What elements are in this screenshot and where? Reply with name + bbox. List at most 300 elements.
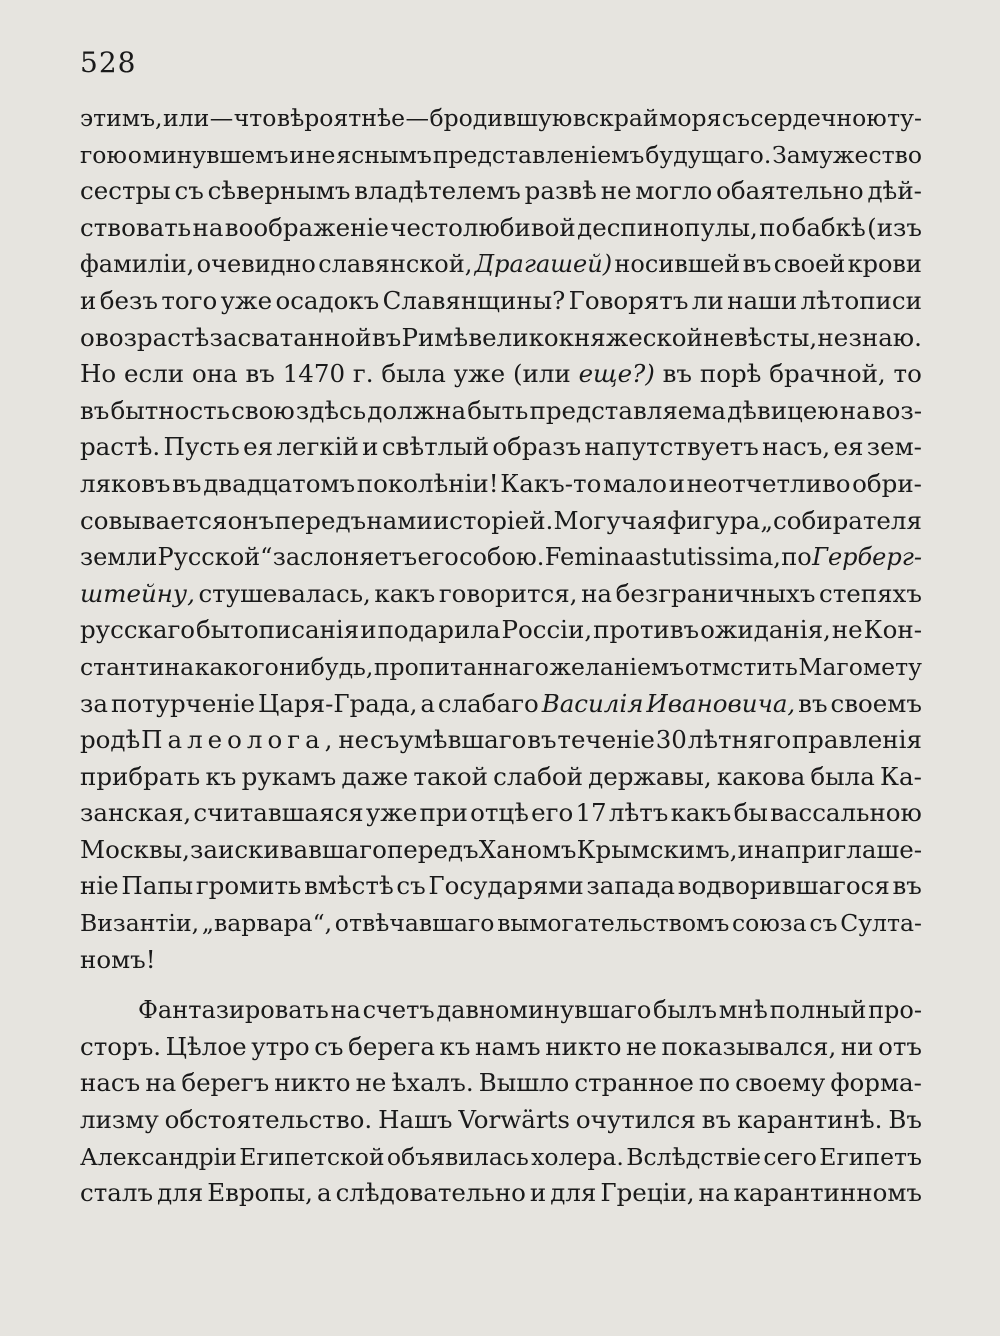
word: Драгашей)	[474, 250, 613, 279]
text-line	[80, 246, 922, 283]
word: Папы	[121, 871, 194, 901]
word: дѣвицею	[727, 395, 839, 425]
text-line	[80, 429, 922, 466]
word: ствовать	[80, 212, 192, 242]
word: очутился	[575, 1105, 696, 1135]
word: воз-	[871, 395, 922, 425]
word: яснымъ	[336, 140, 432, 169]
text-line	[80, 905, 922, 942]
word: бытописанія	[196, 615, 360, 645]
word: Въ	[888, 1105, 922, 1135]
word: въ	[662, 359, 693, 389]
text-line	[80, 649, 922, 686]
word: носившей	[614, 250, 741, 279]
text-line	[80, 1102, 922, 1139]
word: съ	[174, 176, 204, 206]
word: „собирателя	[760, 505, 922, 535]
word: заслоняетъ	[272, 543, 418, 572]
word: Россіи,	[501, 615, 593, 645]
text-line	[80, 795, 922, 832]
word: по	[759, 212, 791, 242]
word: своей	[773, 250, 846, 279]
word: насъ	[80, 1068, 141, 1098]
word: на	[581, 578, 612, 608]
word: степяхъ	[818, 578, 922, 608]
word: безграничныхъ	[615, 578, 816, 608]
word: былъ	[652, 996, 718, 1025]
word: съ	[314, 1031, 344, 1061]
word: лѣтъ	[608, 798, 669, 828]
word: ли	[691, 285, 724, 315]
word: (или	[512, 359, 571, 389]
word: 1470	[282, 359, 346, 389]
word: совывается	[80, 505, 228, 535]
word: порѣ	[699, 359, 762, 389]
word: Римѣ	[401, 322, 469, 352]
word: собою.	[459, 543, 545, 572]
word: брачной,	[769, 359, 886, 389]
word: Femina	[544, 543, 635, 572]
word: не	[338, 725, 370, 755]
text-body	[80, 100, 922, 1212]
word: Славянщины?	[382, 285, 566, 315]
word: была	[381, 359, 446, 389]
word: воображеніе	[224, 212, 389, 242]
word: желаніемъ	[549, 652, 685, 681]
word: невѣсты,	[703, 322, 818, 352]
word: съ	[809, 909, 838, 938]
word: гою	[80, 140, 127, 169]
word: отвѣчавшаго	[334, 909, 495, 938]
word: ея	[833, 432, 864, 462]
word: поколѣніи!	[356, 468, 499, 498]
word: въ	[527, 725, 557, 755]
word: Европы,	[207, 1178, 313, 1208]
word: и	[529, 1178, 547, 1208]
word: мнѣ	[718, 996, 768, 1025]
word: карантинномъ	[733, 1178, 922, 1208]
word: при	[419, 798, 468, 828]
word: насъ,	[762, 432, 831, 462]
word: такой	[413, 761, 488, 791]
word: сторъ.	[80, 1031, 162, 1061]
word: если	[123, 359, 185, 389]
word: Русской“	[157, 543, 273, 572]
word: берегъ	[181, 1068, 270, 1098]
word: отъ	[878, 1031, 922, 1061]
word: Царя-Града,	[257, 688, 418, 718]
word: бы	[733, 798, 768, 828]
word: а	[316, 1178, 332, 1208]
word: того	[161, 285, 218, 315]
word: должна	[367, 395, 467, 425]
word: или	[163, 104, 210, 132]
word: Египетской	[239, 1142, 385, 1171]
word: засватанной	[209, 322, 372, 352]
word: русскаго	[80, 615, 196, 645]
word: ніе	[80, 871, 119, 901]
word: Магомету	[798, 652, 922, 681]
word: стантина	[80, 652, 195, 681]
word: представляема	[529, 395, 726, 425]
word: запада	[586, 871, 676, 901]
word: сердечною	[750, 104, 887, 132]
word: холера.	[531, 1142, 624, 1171]
word: Египетъ	[819, 1142, 922, 1171]
word: ея	[243, 432, 274, 462]
word: на	[330, 996, 361, 1025]
word: развѣ	[524, 176, 597, 206]
word: въ	[80, 395, 110, 425]
text-line	[80, 356, 922, 393]
word: не	[600, 176, 632, 206]
word: бабкѣ	[791, 212, 866, 242]
word: Вышло	[478, 1068, 570, 1098]
word: Москвы,	[80, 834, 190, 864]
word: этимъ,	[80, 104, 163, 132]
word: объявилась	[386, 1142, 529, 1171]
text-line	[80, 1065, 922, 1102]
word: (изъ	[867, 212, 922, 242]
word: владѣтелемъ	[354, 176, 521, 206]
word: онъ	[227, 505, 275, 535]
word: какъ	[374, 578, 436, 608]
word: представленіемъ	[432, 140, 645, 169]
word: дѣй-	[867, 176, 922, 206]
word: правленія	[791, 725, 922, 755]
text-line	[80, 503, 922, 540]
word: въ	[371, 322, 402, 352]
word: своему	[735, 1068, 826, 1098]
word: для	[157, 1178, 204, 1208]
paragraph-gap	[80, 978, 922, 992]
word: съ	[721, 104, 750, 132]
word: Замужество	[772, 140, 922, 169]
word: никто	[545, 1031, 622, 1061]
word: съумѣвшаго	[370, 725, 527, 755]
text-line	[80, 210, 922, 247]
word: Говорятъ	[568, 285, 689, 315]
word: мало	[603, 468, 667, 498]
word: подарила	[377, 615, 501, 645]
text-line	[80, 868, 922, 905]
word: astutissima,	[634, 543, 781, 572]
word: сѣвернымъ	[207, 176, 351, 206]
word: на	[145, 1068, 177, 1098]
word: на	[192, 212, 224, 242]
word: легкій	[276, 432, 359, 462]
word: ту-	[887, 104, 922, 132]
word: родѣ	[80, 725, 141, 755]
word: передъ	[274, 505, 367, 535]
word: даже	[341, 761, 409, 791]
word: сего	[763, 1142, 817, 1171]
word: на	[839, 395, 871, 425]
word: громить	[195, 871, 302, 901]
word: союза	[732, 909, 807, 938]
word: и	[360, 615, 377, 645]
word: Могучая	[553, 505, 667, 535]
word: свою	[231, 395, 295, 425]
word: Василія	[541, 688, 644, 718]
word: приглаше-	[785, 834, 922, 864]
word: Нашъ	[378, 1105, 453, 1135]
text-line	[80, 466, 922, 503]
word: нами	[366, 505, 433, 535]
word: неотчетливо	[686, 468, 851, 498]
text-line	[80, 320, 922, 357]
word: своемъ	[830, 688, 922, 718]
word: отмстить	[684, 652, 798, 681]
word: растѣ.	[80, 432, 161, 462]
word: какова	[716, 761, 806, 791]
word: а	[420, 688, 435, 718]
word: не	[626, 1031, 657, 1061]
word: обаятельно	[716, 176, 864, 206]
text-line	[80, 137, 922, 174]
word: водворившагося	[677, 871, 890, 901]
word: его	[531, 798, 574, 828]
word: какого	[194, 652, 279, 681]
text-line	[80, 942, 922, 979]
word: въ	[742, 250, 772, 279]
word: вскрай	[572, 104, 659, 132]
text-line	[80, 832, 922, 869]
word: то	[893, 359, 922, 389]
word: для	[550, 1178, 597, 1208]
text-line	[80, 1029, 922, 1066]
word: занская,	[80, 798, 192, 828]
word: вассальною	[770, 798, 922, 828]
word: великокняжеской	[468, 322, 703, 352]
word: по	[781, 543, 812, 572]
word: образъ	[492, 432, 582, 462]
word: о	[127, 140, 142, 169]
word: фигура	[667, 505, 761, 535]
word: знаю.	[848, 322, 922, 352]
word: въ	[172, 468, 202, 498]
word: въ	[798, 688, 828, 718]
word: будущаго.	[645, 140, 772, 169]
word: фамиліи,	[80, 250, 195, 279]
word: очевидно	[196, 250, 316, 279]
word: 17	[575, 798, 607, 828]
text-line	[80, 576, 922, 613]
word: къ	[439, 1031, 471, 1061]
word: Вслѣдствіе	[626, 1142, 762, 1171]
word: о	[80, 322, 95, 352]
word: минувшемъ	[142, 140, 289, 169]
word: про-	[868, 996, 922, 1025]
word: не	[305, 140, 336, 169]
word: бродившую	[429, 104, 573, 132]
word: стушевалась,	[198, 578, 371, 608]
word: Палеолога,	[141, 725, 338, 755]
word: противъ	[593, 615, 700, 645]
word: по	[698, 1068, 730, 1098]
word: —	[209, 104, 234, 132]
word: потурченіе	[110, 688, 256, 718]
word: честолюбивой	[390, 212, 576, 242]
word: осадокъ	[275, 285, 380, 315]
word: слабаго	[437, 688, 539, 718]
word: еще?)	[578, 359, 655, 389]
word: наши	[727, 285, 798, 315]
word: его	[417, 543, 459, 572]
word: —	[405, 104, 429, 132]
word: уже	[453, 359, 506, 389]
word: говорится,	[438, 578, 578, 608]
word: Византіи,	[80, 909, 200, 938]
text-line	[80, 173, 922, 210]
word: передъ	[386, 834, 479, 864]
word: Султа-	[840, 909, 922, 938]
word: крови	[847, 250, 922, 279]
word: и	[737, 834, 754, 864]
word: въ	[701, 1105, 732, 1135]
word: и	[289, 140, 305, 169]
word: слѣдовательно	[335, 1178, 526, 1208]
word: въ	[245, 359, 275, 389]
word: здѣсь	[295, 395, 367, 425]
word: свѣтлый	[381, 432, 490, 462]
word: слабой	[493, 761, 583, 791]
word: лизму	[80, 1105, 159, 1135]
word: что	[233, 104, 277, 132]
word: Какъ-то	[500, 468, 602, 498]
word: моря	[659, 104, 722, 132]
word: Крымскимъ,	[576, 834, 738, 864]
word: на	[698, 1178, 730, 1208]
word: давноминувшаго	[436, 996, 652, 1025]
word: форма-	[830, 1068, 922, 1098]
text-line	[80, 393, 922, 430]
page-number: 528	[80, 46, 137, 79]
word: показывался,	[661, 1031, 837, 1061]
word: державы,	[588, 761, 712, 791]
word: Греціи,	[600, 1178, 695, 1208]
word: Герберг-	[812, 543, 922, 572]
text-line	[80, 283, 922, 320]
word: ожиданія,	[700, 615, 831, 645]
word: уже	[220, 285, 273, 315]
word: карантинѣ.	[737, 1105, 883, 1135]
word: къ	[205, 761, 237, 791]
word: была	[810, 761, 875, 791]
word: номъ!	[80, 944, 156, 974]
word: никто	[274, 1068, 351, 1098]
text-line	[80, 539, 922, 576]
word: сестры	[80, 176, 171, 206]
word: не	[831, 615, 863, 645]
word: обри-	[852, 468, 922, 498]
text-line	[80, 612, 922, 649]
word: не	[817, 322, 849, 352]
word: въ	[892, 871, 922, 901]
word: Но	[80, 359, 117, 389]
word: штейну,	[80, 578, 195, 608]
word: ляковъ	[80, 468, 171, 498]
word: Фантазировать	[138, 996, 329, 1025]
word: земли	[80, 543, 158, 572]
word: Государями	[428, 871, 584, 901]
text-line	[80, 1139, 922, 1176]
word: и	[668, 468, 685, 498]
text-line	[80, 100, 922, 137]
word: какъ	[670, 798, 732, 828]
word: бытность	[110, 395, 230, 425]
text-line	[80, 722, 922, 759]
word: пропитаннаго	[373, 652, 549, 681]
word: лѣтняго	[687, 725, 791, 755]
word: могло	[635, 176, 713, 206]
word: она	[191, 359, 238, 389]
word: считавшаяся	[193, 798, 364, 828]
word: Ка-	[880, 761, 922, 791]
word: Кон-	[863, 615, 922, 645]
word: странное	[574, 1068, 694, 1098]
word: „варвара“,	[201, 909, 333, 938]
word: ни	[840, 1031, 874, 1061]
text-line	[80, 992, 922, 1029]
word: намъ	[475, 1031, 541, 1061]
word: славянской,	[318, 250, 473, 279]
word: Александріи	[80, 1142, 237, 1171]
word: съ	[396, 871, 426, 901]
word: зем-	[866, 432, 922, 462]
word: лѣтописи	[800, 285, 922, 315]
word: двадцатомъ	[203, 468, 356, 498]
text-line	[80, 1175, 922, 1212]
word: г.	[352, 359, 374, 389]
word: Ивановича,	[646, 688, 796, 718]
word: безъ	[99, 285, 158, 315]
word: утро	[251, 1031, 310, 1061]
word: Vorwärts	[458, 1105, 570, 1135]
word: берега	[348, 1031, 435, 1061]
word: уже	[365, 798, 418, 828]
word: быть	[467, 395, 529, 425]
word: и	[80, 285, 97, 315]
word: исторіей.	[432, 505, 554, 535]
word: сталъ	[80, 1178, 154, 1208]
word: и	[362, 432, 379, 462]
word: деспинопулы,	[577, 212, 758, 242]
word: на	[754, 834, 785, 864]
word: Цѣлое	[165, 1031, 247, 1061]
text-line	[80, 686, 922, 723]
word: заискивавшаго	[190, 834, 387, 864]
word: за	[80, 688, 108, 718]
word: вмѣстѣ	[304, 871, 394, 901]
word: полный	[769, 996, 867, 1025]
word: возрастѣ	[95, 322, 210, 352]
word: не	[355, 1068, 387, 1098]
word: напутствуетъ	[584, 432, 759, 462]
word: нибудь,	[279, 652, 374, 681]
word: теченіе	[557, 725, 655, 755]
word: рукамъ	[241, 761, 337, 791]
word: отцѣ	[470, 798, 529, 828]
word: Ханомъ	[478, 834, 577, 864]
word: ѣхалъ.	[391, 1068, 474, 1098]
word: вѣроятнѣе	[276, 104, 406, 132]
word: Пусть	[163, 432, 240, 462]
word: счетъ	[362, 996, 435, 1025]
word: 30	[655, 725, 687, 755]
word: прибрать	[80, 761, 201, 791]
word: вымогательствомъ	[497, 909, 730, 938]
